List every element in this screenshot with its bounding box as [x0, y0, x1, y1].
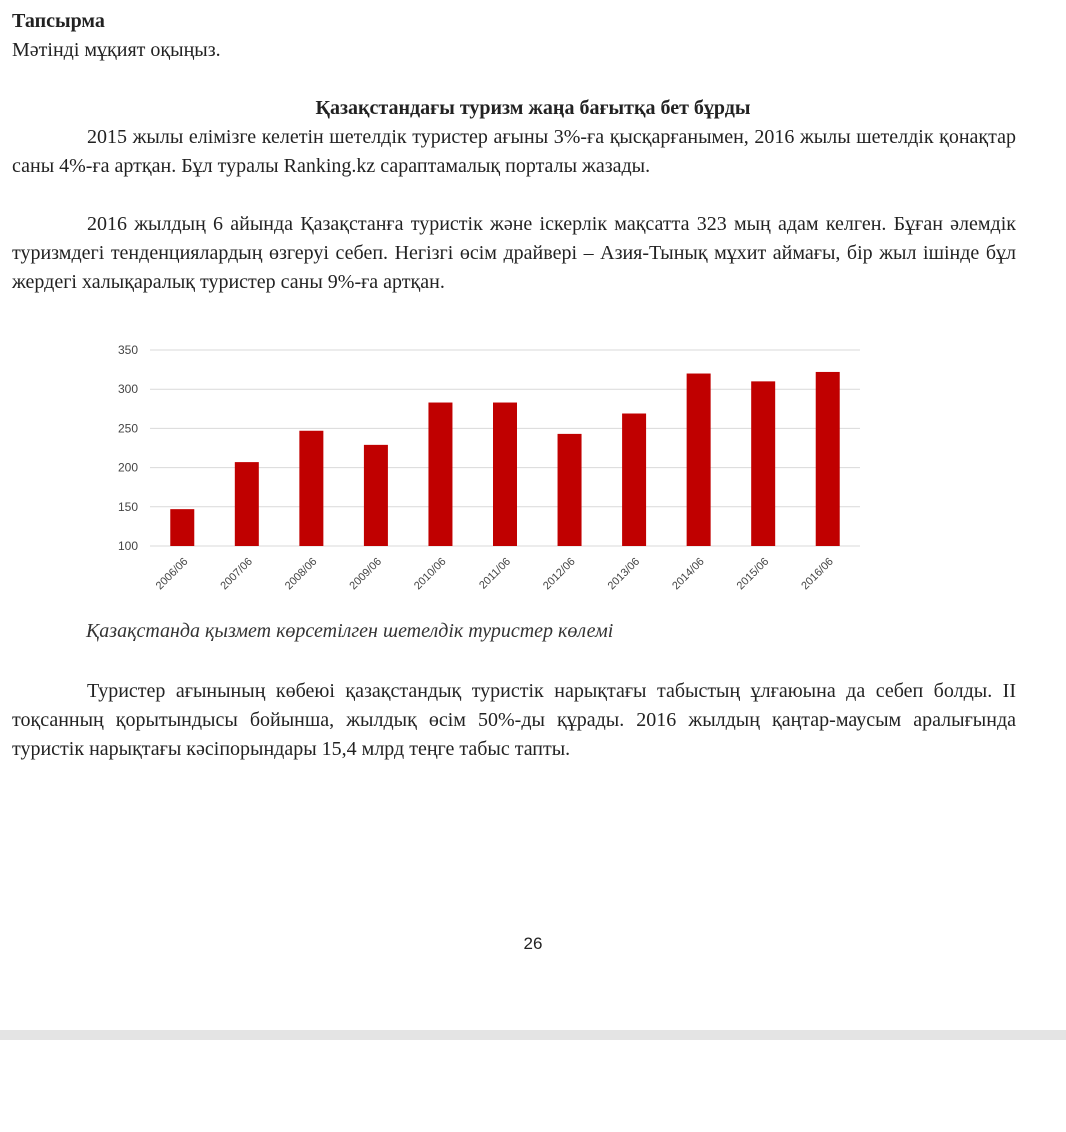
- y-tick-label: 300: [117, 382, 138, 397]
- bar-2015/06: [751, 381, 775, 546]
- page-number: 26: [523, 934, 543, 953]
- task-label: Тапсырма: [12, 10, 105, 32]
- y-tick-label: 200: [117, 460, 138, 475]
- bar-2009/06: [364, 445, 388, 546]
- chart-bars: [170, 372, 839, 546]
- bar-2012/06: [558, 434, 582, 546]
- x-tick-label: 2010/06: [411, 555, 449, 593]
- x-tick-label: 2014/06: [670, 555, 707, 593]
- chart-caption: Қазақстанда қызмет көрсетілген шетелдік туристер көлемі: [86, 620, 614, 642]
- bar-2013/06: [622, 414, 646, 546]
- tourists-bar-chart: [90, 335, 880, 620]
- x-tick-label: 2006/06: [153, 555, 191, 593]
- page-separator: [0, 1030, 1066, 1040]
- x-tick-label: 2007/06: [218, 555, 255, 593]
- y-tick-label: 350: [117, 343, 138, 357]
- bar-2010/06: [428, 403, 452, 546]
- x-tick-label: 2016/06: [799, 555, 836, 593]
- y-tick-label: 250: [117, 421, 138, 436]
- chart-y-axis: [118, 343, 138, 553]
- bar-2014/06: [687, 374, 711, 546]
- chart-x-axis: [154, 556, 836, 593]
- paragraph-1: 2015 жылы елімізге келетін шетелдік туристер ағыны 3%-ға қысқарғанымен, 2016 жылы шетелдік қонақтар саны 4%-ға артқан. Бұл туралы Ranking.kz сараптамалық порталы жазады.: [12, 126, 1016, 177]
- paragraph-2: 2016 жылдың 6 айында Қазақстанға туристік және іскерлік мақсатта 323 мың адам келген. Бұған әлемдік туризмдегі тенденциялардың өзгеруі себеп. Негізгі өсім драйвері – Азия-Тынық мұхит аймағы, бір жыл ішінде бұл жердегі халықаралық туристер саны 9%-ға артқан.: [12, 213, 1016, 293]
- y-tick-label: 150: [117, 499, 138, 514]
- x-tick-label: 2008/06: [282, 555, 320, 593]
- paragraph-3: Туристер ағынының көбеюі қазақстандық туристік нарықтағы табыстың ұлғаюына да себеп болды. II тоқсанның қорытындысы бойынша, жылдық өсім 50%-ды құрады. 2016 жылдың қаңтар-маусым аралығында туристік нарықтағы кәсіпорындары 15,4 млрд теңге табыс тапты.: [12, 680, 1016, 760]
- bar-2008/06: [299, 431, 323, 546]
- x-tick-label: 2011/06: [477, 555, 514, 592]
- task-instruction: Мәтінді мұқият оқыңыз.: [12, 39, 221, 61]
- x-tick-label: 2012/06: [541, 555, 578, 593]
- x-tick-label: 2013/06: [605, 555, 643, 593]
- blank-area: [0, 1040, 1066, 1132]
- bar-2006/06: [170, 509, 194, 546]
- bar-2011/06: [493, 403, 517, 546]
- x-tick-label: 2015/06: [734, 555, 772, 593]
- x-tick-label: 2009/06: [347, 555, 385, 593]
- bar-2007/06: [235, 462, 259, 546]
- y-tick-label: 100: [117, 539, 138, 553]
- bar-2016/06: [816, 372, 840, 546]
- article-title: Қазақстандағы туризм жаңа бағытқа бет бұрды: [315, 97, 751, 119]
